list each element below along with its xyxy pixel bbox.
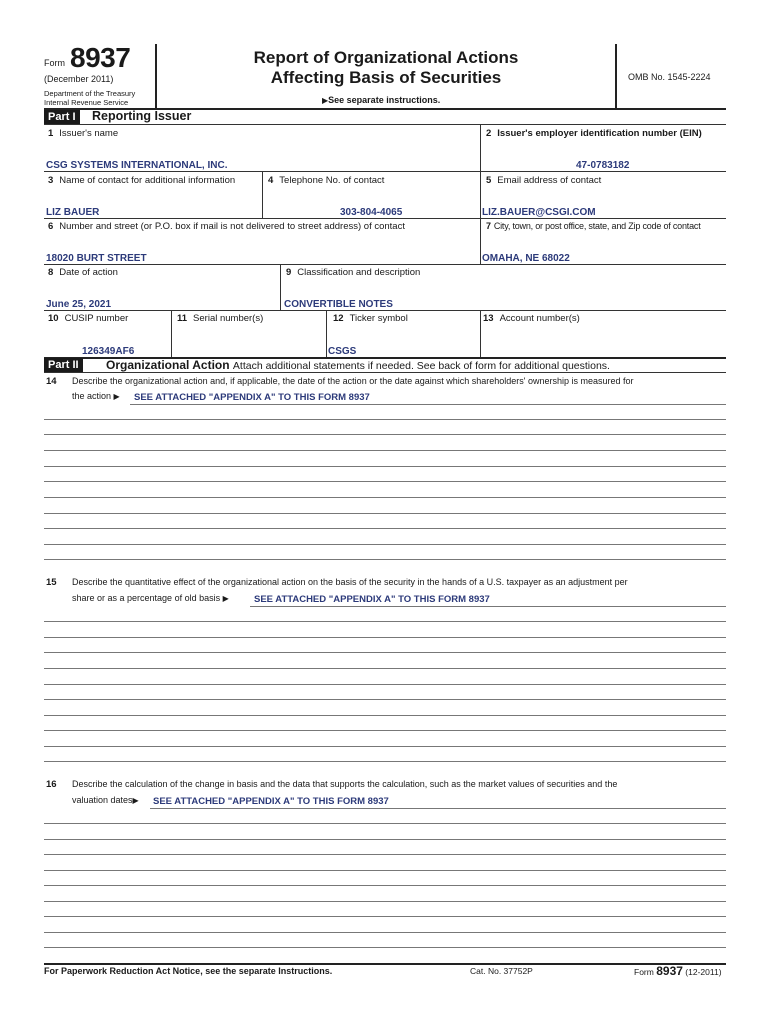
answer-line — [44, 419, 726, 420]
answer-line — [44, 559, 726, 560]
answer-line — [44, 746, 726, 747]
triangle-right-icon: ▶ — [322, 96, 329, 105]
part2-heading — [106, 358, 610, 372]
date-of-action-value[interactable]: June 25, 2021 — [46, 299, 112, 310]
answer-line — [130, 404, 726, 405]
q16-text-line1: Describe the calculation of the change in basis and the data that supports the calculation, such as the market values of securities and the — [72, 779, 618, 789]
field9-label: 9 Classification and description — [286, 267, 421, 278]
ein-value[interactable]: 47-0783182 — [576, 160, 630, 171]
q16-text-line2: valuation dates▶ — [72, 795, 139, 805]
ticker-value[interactable]: CSGS — [328, 346, 357, 357]
rule-row3 — [44, 264, 726, 265]
answer-line — [44, 544, 726, 545]
answer-line — [44, 699, 726, 700]
field2-label: 2 Issuer's employer identification number (EIN) — [486, 128, 702, 139]
q16-number: 16 — [46, 779, 57, 790]
answer-line — [44, 885, 726, 886]
city-value[interactable]: OMAHA, NE 68022 — [482, 253, 570, 264]
triangle-right-icon: ▶ — [222, 594, 229, 603]
answer-line — [44, 932, 726, 933]
q14-answer[interactable]: SEE ATTACHED "APPENDIX A" TO THIS FORM 8937 — [134, 392, 370, 403]
divider-row5c — [480, 310, 481, 357]
contact-name-value[interactable]: LIZ BAUER — [46, 207, 100, 218]
answer-line — [44, 839, 726, 840]
email-value[interactable]: LIZ.BAUER@CSGI.COM — [482, 207, 596, 218]
answer-line — [150, 808, 726, 809]
cusip-value[interactable]: 126349AF6 — [82, 346, 135, 357]
field13-label: 13 Account number(s) — [483, 313, 580, 324]
header-divider-right — [615, 44, 617, 108]
instructions-note: ▶See separate instructions. — [322, 95, 441, 105]
field5-label: 5 Email address of contact — [486, 175, 602, 186]
field11-label: 11 Serial number(s) — [177, 313, 264, 324]
catalog-number: Cat. No. 37752P — [470, 966, 533, 976]
answer-line — [44, 652, 726, 653]
answer-line — [44, 434, 726, 435]
q15-answer[interactable]: SEE ATTACHED "APPENDIX A" TO THIS FORM 8937 — [254, 594, 490, 605]
q14-text-line2: the action ▶ — [72, 391, 120, 401]
title-line2: Affecting Basis of Securities — [270, 68, 502, 87]
answer-line — [44, 870, 726, 871]
answer-line — [44, 684, 726, 685]
q14-number: 14 — [46, 376, 57, 387]
answer-line — [44, 715, 726, 716]
answer-line — [44, 637, 726, 638]
answer-line — [44, 916, 726, 917]
divider-row2a — [262, 171, 263, 218]
form-word: Form — [44, 58, 65, 68]
answer-line — [44, 901, 726, 902]
triangle-right-icon: ▶ — [113, 392, 120, 401]
issuer-name-value[interactable]: CSG SYSTEMS INTERNATIONAL, INC. — [46, 160, 228, 171]
rule-part1 — [44, 124, 726, 125]
triangle-right-icon: ▶ — [132, 796, 139, 805]
answer-line — [44, 823, 726, 824]
form-number: 8937 — [70, 42, 131, 73]
answer-line — [44, 730, 726, 731]
answer-line — [44, 761, 726, 762]
answer-line — [250, 606, 726, 607]
q14-text-line1: Describe the organizational action and, if applicable, the date of the action or the date against which shareholders' ownership is measured for — [72, 376, 634, 386]
telephone-value[interactable]: 303-804-4065 — [340, 207, 403, 218]
field7-label: 7 City, town, or post office, state, and Zip code of contact — [486, 221, 701, 231]
title-line1: Report of Organizational Actions — [253, 48, 519, 67]
footer-form-id: Form 8937 (12-2011) — [634, 964, 722, 978]
rule-footer — [44, 963, 726, 965]
part1-title: Reporting Issuer — [92, 109, 192, 123]
q15-number: 15 — [46, 577, 57, 588]
rule-part2-bottom — [44, 372, 726, 373]
dept-line1: Department of the Treasury — [44, 89, 136, 98]
revision-date: (December 2011) — [44, 74, 114, 84]
field10-label: 10 CUSIP number — [48, 313, 129, 324]
answer-line — [44, 528, 726, 529]
divider-row5a — [171, 310, 172, 357]
answer-line — [44, 513, 726, 514]
answer-line — [44, 497, 726, 498]
form-title — [157, 48, 615, 88]
field6-label: 6 Number and street (or P.O. box if mail is not delivered to street address) of contact — [48, 221, 405, 232]
classification-value[interactable]: CONVERTIBLE NOTES — [284, 299, 393, 310]
field1-label: 1 Issuer's name — [48, 128, 119, 139]
paperwork-notice: For Paperwork Reduction Act Notice, see the separate Instructions. — [44, 966, 333, 976]
part2-label: Part II — [44, 358, 83, 372]
field3-label: 3 Name of contact for additional information — [48, 175, 236, 186]
divider-row2b — [480, 171, 481, 218]
field4-label: 4 Telephone No. of contact — [268, 175, 385, 186]
omb-number: OMB No. 1545-2224 — [628, 72, 711, 82]
q16-answer[interactable]: SEE ATTACHED "APPENDIX A" TO THIS FORM 8937 — [153, 796, 389, 807]
answer-line — [44, 947, 726, 948]
rule-row4 — [44, 310, 726, 311]
answer-line — [44, 481, 726, 482]
answer-line — [44, 466, 726, 467]
answer-line — [44, 854, 726, 855]
part2-title: Organizational Action — [106, 358, 230, 372]
answer-line — [44, 621, 726, 622]
divider-row5b — [326, 310, 327, 357]
divider-row3 — [480, 218, 481, 264]
divider-row4 — [280, 264, 281, 310]
field12-label: 12 Ticker symbol — [333, 313, 408, 324]
field8-label: 8 Date of action — [48, 267, 118, 278]
q15-text-line1: Describe the quantitative effect of the organizational action on the basis of the security in the hands of a U.S. taxpayer as an adjustment per — [72, 577, 628, 587]
department — [44, 89, 135, 107]
part1-label: Part I — [44, 110, 80, 124]
part2-subtitle: Attach additional statements if needed. See back of form for additional questions. — [232, 360, 610, 372]
rule-row1 — [44, 171, 726, 172]
divider-row1 — [480, 124, 481, 172]
q15-text-line2: share or as a percentage of old basis ▶ — [72, 593, 229, 603]
answer-line — [44, 668, 726, 669]
dept-line2: Internal Revenue Service — [44, 98, 129, 107]
rule-row2 — [44, 218, 726, 219]
street-value[interactable]: 18020 BURT STREET — [46, 253, 147, 264]
answer-line — [44, 450, 726, 451]
